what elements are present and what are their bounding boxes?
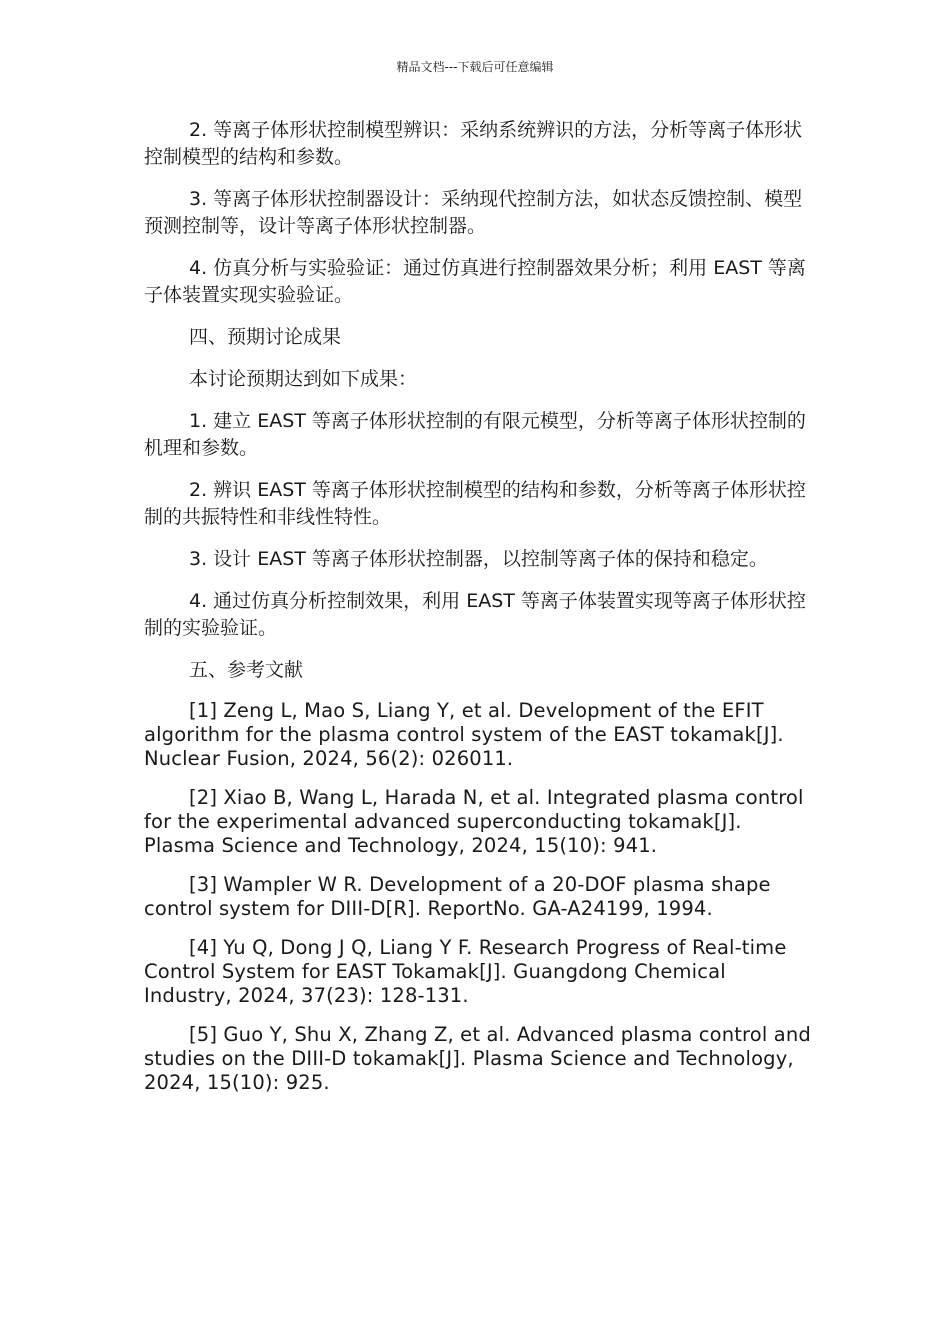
method-item-2: 2. 等离子体形状控制模型辨识：采纳系统辨识的方法，分析等离子体形状控制模型的结构和参数。: [144, 119, 803, 168]
section-heading-references: 五、参考文献: [189, 659, 304, 681]
expected-result-item-1: 1. 建立 EAST 等离子体形状控制的有限元模型，分析等离子体形状控制的机理和参数。: [144, 410, 806, 459]
expected-result-item-3: 3. 设计 EAST 等离子体形状控制器，以控制等离子体的保持和稳定。: [189, 548, 768, 570]
reference-item-3: [3] Wampler W R. Development of a 20-DOF plasma shape control system for DIII-D[R]. ReportNo. GA-A24199, 1994.: [144, 873, 771, 920]
page-header: 精品文档---下载后可任意编辑: [396, 60, 554, 74]
reference-item-2: [2] Xiao B, Wang L, Harada N, et al. Integrated plasma control for the experimental advanced superconducting tokamak[J]. Plasma Science and Technology, 2024, 15(10): 941.: [144, 786, 804, 857]
reference-item-4: [4] Yu Q, Dong J Q, Liang Y F. Research Progress of Real-time Control System for EAST Tokamak[J]. Guangdong Chemical Industry, 2024, 37(23): 128-131.: [144, 936, 787, 1007]
expected-result-item-4: 4. 通过仿真分析控制效果，利用 EAST 等离子体装置实现等离子体形状控制的实验验证。: [144, 590, 806, 639]
expected-results-intro: 本讨论预期达到如下成果：: [189, 368, 418, 390]
reference-item-5: [5] Guo Y, Shu X, Zhang Z, et al. Advanced plasma control and studies on the DIII-D tokamak[J]. Plasma Science and Technology, 2024, 15(10): 925.: [144, 1023, 811, 1094]
method-item-4: 4. 仿真分析与实验验证：通过仿真进行控制器效果分析；利用 EAST 等离子体装置实现实验验证。: [144, 257, 806, 306]
document-body: [144, 117, 812, 1110]
method-item-3: 3. 等离子体形状控制器设计：采纳现代控制方法，如状态反馈控制、模型预测控制等，设计等离子体形状控制器。: [144, 188, 803, 237]
reference-item-1: [1] Zeng L, Mao S, Liang Y, et al. Development of the EFIT algorithm for the plasma control system of the EAST tokamak[J]. Nuclear Fusion, 2024, 56(2): 026011.: [144, 699, 784, 770]
expected-result-item-2: 2. 辨识 EAST 等离子体形状控制模型的结构和参数，分析等离子体形状控制的共振特性和非线性特性。: [144, 479, 806, 528]
section-heading-expected-results: 四、预期讨论成果: [189, 326, 342, 348]
